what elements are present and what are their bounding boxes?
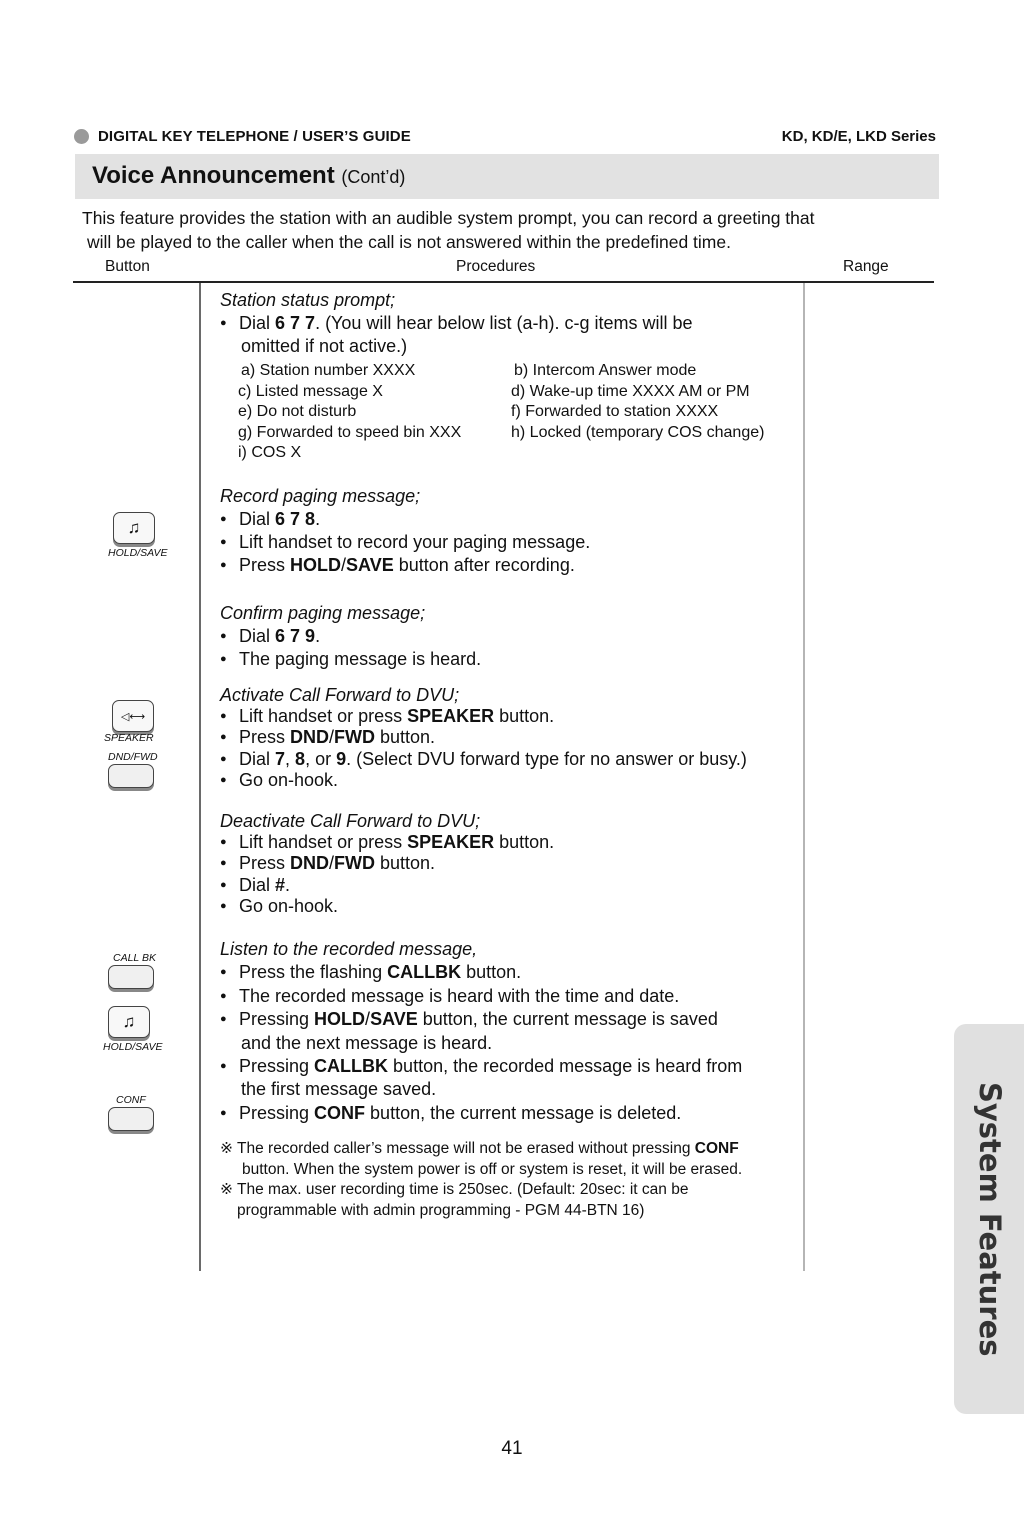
list-item: ● Lift handset or press SPEAKER button. <box>220 706 747 727</box>
note-1-continuation: button. When the system power is off or system is reset, it will be erased. <box>242 1160 743 1178</box>
section-title: Record paging message; <box>220 486 421 506</box>
status-item-d: d) Wake-up time XXXX AM or PM <box>511 382 750 400</box>
note-2: ※ The max. user recording time is 250sec. (Default: 20sec: it can be <box>220 1181 689 1198</box>
music-note-icon: ♫ <box>127 518 141 537</box>
list-item-continuation: the first message saved. <box>241 1079 437 1100</box>
table-divider-right <box>803 283 805 1271</box>
conf-key-icon <box>108 1107 154 1131</box>
column-header-button: Button <box>105 258 150 275</box>
list-item: ● Lift handset or press SPEAKER button. <box>220 832 554 853</box>
list-item-continuation: and the next message is heard. <box>241 1032 493 1053</box>
status-item-b: b) Intercom Answer mode <box>514 362 697 379</box>
section-confirm-paging <box>220 602 481 671</box>
list-item: ● Dial 6 7 9. <box>220 625 481 648</box>
speaker-key-icon <box>112 700 154 732</box>
page-title <box>92 162 405 190</box>
header-series: KD, KD/E, LKD Series <box>781 128 936 145</box>
status-item-g: g) Forwarded to speed bin XXX <box>238 423 462 441</box>
list-item: ● Lift handset to record your paging message. <box>220 531 590 554</box>
side-tab-label: System Features <box>973 1081 1007 1357</box>
section-title: Activate Call Forward to DVU; <box>220 685 460 705</box>
list-item: ● Dial 6 7 8. <box>220 508 590 531</box>
section-title: Station status prompt; <box>220 290 396 310</box>
hold-save-key-label-2: HOLD/SAVE <box>103 1041 163 1053</box>
page-title-sub: (Cont’d) <box>341 167 406 187</box>
list-item-continuation: omitted if not active.) <box>241 336 408 356</box>
status-item-h: h) Locked (temporary COS change) <box>511 423 765 441</box>
status-item-f: f) Forwarded to station XXXX <box>511 403 719 420</box>
section-listen-recorded <box>220 938 742 1125</box>
dnd-fwd-key-icon <box>108 764 154 788</box>
status-item-e: e) Do not disturb <box>238 403 357 420</box>
hold-save-key-label: HOLD/SAVE <box>108 547 168 559</box>
status-item-i: i) COS X <box>238 444 302 461</box>
column-header-range: Range <box>843 258 889 275</box>
table-divider-left <box>199 283 201 1271</box>
list-item: ● Press DND/FWD button. <box>220 853 554 874</box>
section-station-status <box>220 289 693 358</box>
intro-line-1: This feature provides the station with an audible system prompt, you can record a greeting that <box>82 208 815 228</box>
list-item: ● The recorded message is heard with the time and date. <box>220 985 742 1008</box>
note-2-continuation: programmable with admin programming - PGM 44-BTN 16) <box>237 1201 645 1219</box>
list-item: ● Pressing CALLBK button, the recorded message is heard from <box>220 1055 742 1078</box>
column-header-procedures: Procedures <box>456 258 536 275</box>
section-record-paging <box>220 485 590 577</box>
list-item: ● Go on-hook. <box>220 770 747 791</box>
status-item-list <box>238 361 798 464</box>
list-item: ● Go on-hook. <box>220 896 554 917</box>
music-note-icon: ♫ <box>122 1012 136 1031</box>
list-item: ● Pressing CONF button, the current message is deleted. <box>220 1102 742 1125</box>
list-item: ● Dial 6 7 7. (You will hear below list (a-h). c-g items will be <box>220 312 693 335</box>
list-item: ● Dial #. <box>220 875 554 896</box>
hold-save-key-icon-2 <box>108 1006 150 1038</box>
intro-line-2: will be played to the caller when the call is not answered within the predefined time. <box>87 232 731 252</box>
page-number: 41 <box>501 1438 523 1459</box>
intro-paragraph <box>82 206 932 254</box>
conf-key-label: CONF <box>116 1094 146 1106</box>
list-item: ● Dial 7, 8, or 9. (Select DVU forward type for no answer or busy.) <box>220 749 747 770</box>
header-bullet-icon <box>74 129 89 144</box>
dnd-fwd-key-label: DND/FWD <box>108 751 158 763</box>
hold-save-key-icon <box>113 512 155 544</box>
speaker-key-label: SPEAKER <box>104 732 154 744</box>
status-item-a: a) Station number XXXX <box>241 362 416 379</box>
speaker-icon: ◁⟷ <box>120 710 146 723</box>
section-title: Listen to the recorded message, <box>220 939 478 959</box>
page-title-main: Voice Announcement <box>92 162 335 189</box>
section-title: Confirm paging message; <box>220 603 426 623</box>
note-1: ※ The recorded caller’s message will not be erased without pressing CONF <box>220 1140 739 1157</box>
header-guide-title: DIGITAL KEY TELEPHONE / USER’S GUIDE <box>98 128 411 145</box>
notes <box>220 1139 742 1221</box>
section-deactivate-forward <box>220 811 554 917</box>
list-item: ● Pressing HOLD/SAVE button, the current message is saved <box>220 1008 742 1031</box>
list-item: ● Press DND/FWD button. <box>220 727 747 748</box>
section-title: Deactivate Call Forward to DVU; <box>220 811 481 831</box>
status-item-c: c) Listed message X <box>238 382 383 400</box>
call-bk-key-label: CALL BK <box>113 952 156 964</box>
list-item: ● The paging message is heard. <box>220 648 481 671</box>
list-item: ● Press HOLD/SAVE button after recording. <box>220 554 590 577</box>
call-bk-key-icon <box>108 965 154 989</box>
list-item: ● Press the flashing CALLBK button. <box>220 961 742 984</box>
section-activate-forward <box>220 685 747 791</box>
